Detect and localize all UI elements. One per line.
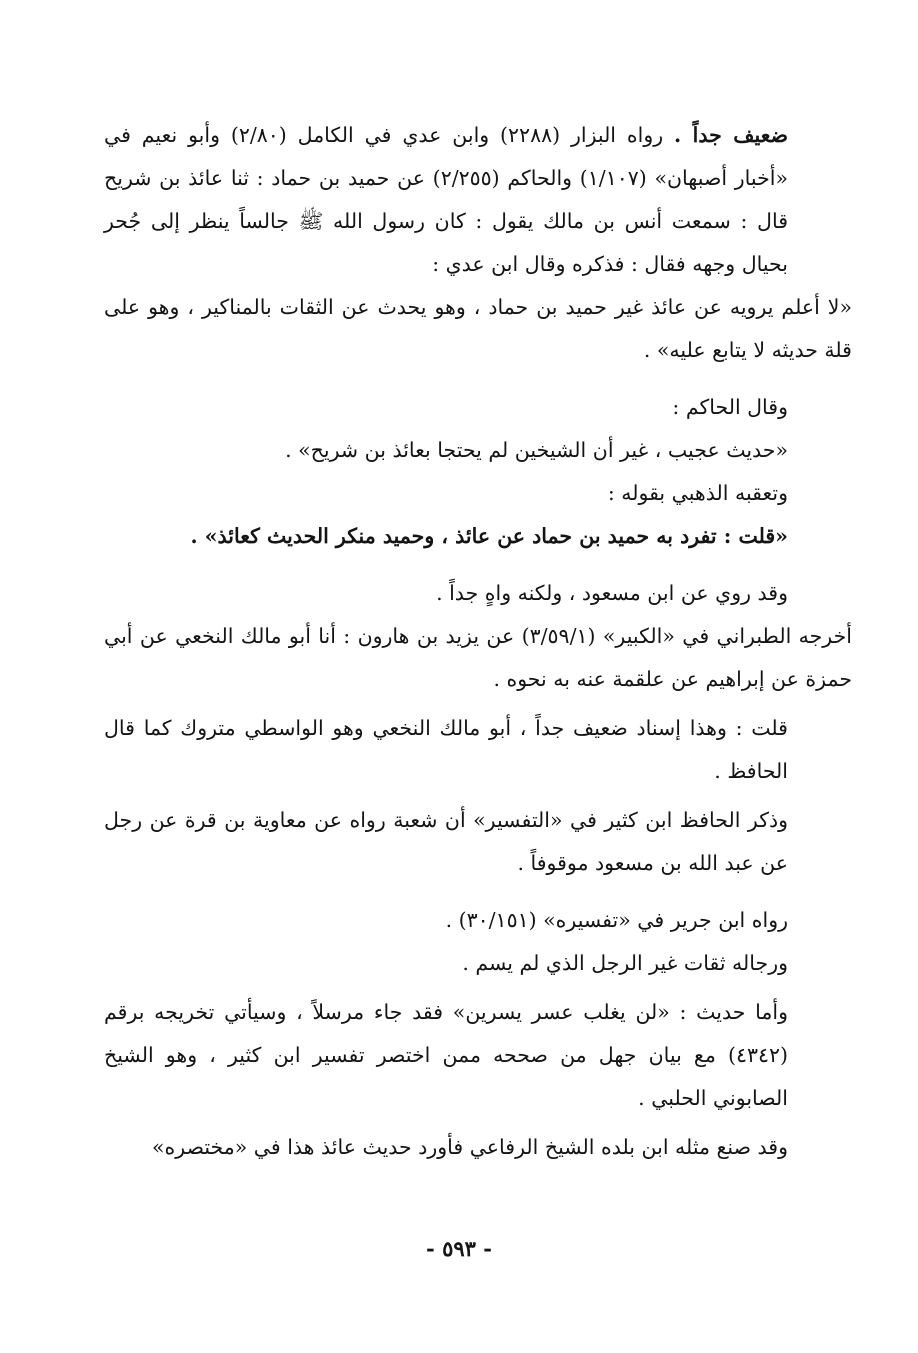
ibn-masud-note: وقد روي عن ابن مسعود ، ولكنه واهٍ جداً . <box>436 581 788 605</box>
quote-ibn-adi: «لا أعلم يرويه عن عائذ غير حميد بن حماد ، وهو يحدث عن الثقات بالمناكير ، وهو على قلة حديثه لا يتابع عليه» . <box>104 295 852 362</box>
narrators-note: ورجاله ثقات غير الرجل الذي لم يسم . <box>462 951 788 975</box>
grading-text: رواه البزار (٢٢٨٨) وابن عدي في الكامل (٢/٨٠) وأبو نعيم في «أخبار أصبهان» (١/١٠٧) والحاكم (٢/٢٥٥) عن حميد بن حماد : ثنا عائذ بن شريح قال : سمعت أنس بن مالك يقول : كان رسول الله ﷺ جالساً ينظر إلى جُحر بحيال وجهه فقال : فذكره وقال ابن عدي : <box>104 123 788 276</box>
ibn-jarir-note: رواه ابن جرير في «تفسيره» (٣٠/١٥١) . <box>445 908 788 932</box>
tabarani-takhrij: أخرجه الطبراني في «الكبير» (٣/٥٩/١) عن يزيد بن هارون : أنا أبو مالك النخعي عن أبي حمزة عن إبراهيم عن علقمة عنه به نحوه . <box>104 624 852 691</box>
quote-dhahabi: «قلت : تفرد به حميد بن حماد عن عائذ ، وحميد منكر الحديث كعائذ» . <box>190 524 788 548</box>
hakim-intro: وقال الحاكم : <box>672 395 788 419</box>
page-body <box>104 114 852 1169</box>
hadith-usr-yusrayn: وأما حديث : «لن يغلب عسر يسرين» فقد جاء مرسلاً ، وسيأتي تخريجه برقم (٤٣٤٢) مع بيان جهل من صححه ممن اختصر تفسير ابن كثير ، وهو الشيخ الصابوني الحلبي . <box>104 1000 788 1110</box>
page-number: - ٥٩٣ - <box>426 1236 492 1261</box>
isnad-comment: قلت : وهذا إسناد ضعيف جداً ، أبو مالك النخعي وهو الواسطي متروك كما قال الحافظ . <box>104 716 788 783</box>
ibn-kathir-note: وذكر الحافظ ابن كثير في «التفسير» أن شعبة رواه عن معاوية بن قرة عن رجل عن عبد الله بن مسعود موقوفاً . <box>104 808 788 875</box>
quote-hakim: «حديث عجيب ، غير أن الشيخين لم يحتجا بعائذ بن شريح» . <box>285 438 788 462</box>
grading-label: ضعيف جداً . <box>674 123 788 147</box>
dhahabi-intro: وتعقبه الذهبي بقوله : <box>607 481 788 505</box>
rifai-note: وقد صنع مثله ابن بلده الشيخ الرفاعي فأورد حديث عائذ هذا في «مختصره» <box>151 1135 788 1159</box>
paragraph-grading <box>104 114 852 286</box>
